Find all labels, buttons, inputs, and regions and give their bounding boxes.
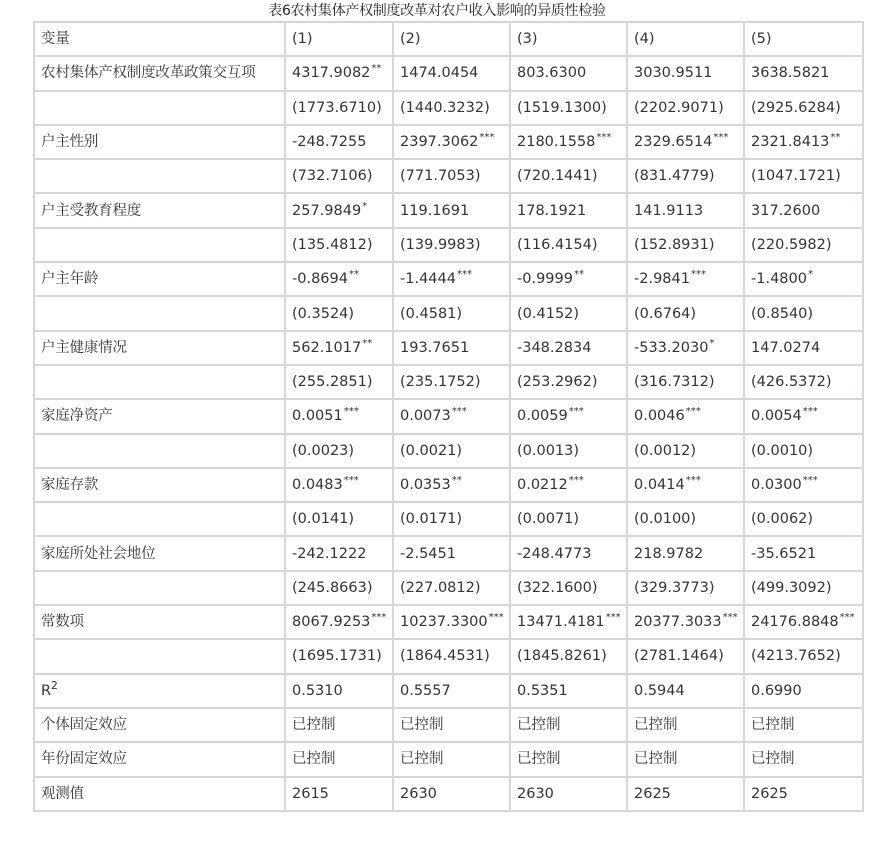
coefficient-cell [285, 331, 393, 365]
coefficient-cell [744, 331, 863, 365]
coefficient-value: 0.0073 [400, 408, 451, 425]
standard-error-cell: (245.8663) [285, 571, 393, 605]
observations-value: 2630 [393, 777, 510, 811]
coefficient-cell [627, 536, 744, 570]
coefficient-value: 2321.8413 [751, 134, 830, 151]
header-col-4: (4) [627, 22, 744, 56]
coefficient-cell [285, 605, 393, 639]
table-caption: 表6农村集体产权制度改革对农户收入影响的异质性检验 [268, 3, 606, 19]
significance-stars: *** [568, 406, 584, 418]
header-col-5: (5) [744, 22, 863, 56]
coefficient-cell [393, 125, 510, 159]
significance-stars: *** [371, 612, 387, 624]
standard-error-cell: (0.0010) [744, 434, 863, 468]
significance-stars: *** [343, 475, 359, 486]
standard-error-cell: (322.1600) [510, 571, 627, 605]
standard-error-cell: (253.2962) [510, 365, 627, 399]
standard-error-row [34, 571, 863, 605]
coefficient-row [34, 331, 863, 365]
significance-stars: ** [348, 269, 359, 281]
standard-error-cell: (426.5372) [744, 365, 863, 399]
coefficient-row [34, 56, 863, 90]
coefficient-value: -1.4444 [400, 271, 456, 288]
coefficient-value: 178.1921 [517, 202, 587, 219]
coefficient-value: 0.0414 [634, 477, 685, 493]
significance-stars: *** [343, 406, 359, 418]
significance-stars: *** [456, 269, 472, 281]
coefficient-cell [510, 399, 627, 433]
standard-error-cell: (2781.1464) [627, 639, 744, 673]
variable-name: 户主年龄 [34, 262, 285, 296]
coefficient-cell [285, 468, 393, 502]
standard-error-cell: (0.4581) [393, 296, 510, 330]
significance-stars: *** [802, 475, 818, 486]
coefficient-cell [627, 125, 744, 159]
coefficient-value: -348.2834 [517, 339, 592, 356]
coefficient-value: 0.0046 [634, 408, 685, 425]
coefficient-cell [285, 56, 393, 90]
coefficient-cell [510, 468, 627, 502]
variable-name: 家庭所处社会地位 [34, 536, 285, 570]
coefficient-cell [393, 399, 510, 433]
observations-value: 2615 [285, 777, 393, 811]
coefficient-cell [393, 262, 510, 296]
standard-error-cell: (316.7312) [627, 365, 744, 399]
significance-stars: * [709, 337, 715, 349]
coefficient-cell [744, 399, 863, 433]
coefficient-row [34, 262, 863, 296]
coefficient-value: 0.0059 [517, 408, 568, 425]
r-squared-value: 0.6990 [744, 674, 863, 708]
header-col-1: (1) [285, 22, 393, 56]
coefficient-value: 317.2600 [751, 202, 821, 219]
individual-fe-row [34, 708, 863, 742]
individual-fe-value: 已控制 [627, 708, 744, 742]
coefficient-cell [285, 536, 393, 570]
standard-error-cell: (4213.7652) [744, 639, 863, 673]
standard-error-cell: (0.0023) [285, 434, 393, 468]
standard-error-cell: (1695.1731) [285, 639, 393, 673]
coefficient-cell [627, 468, 744, 502]
significance-stars: ** [371, 63, 382, 75]
coefficient-value: 1474.0454 [400, 65, 479, 82]
coefficient-cell [627, 399, 744, 433]
standard-error-cell: (116.4154) [510, 228, 627, 262]
r-squared-label: $R^2$ [34, 674, 285, 708]
individual-fe-value: 已控制 [510, 708, 627, 742]
empty-label-cell [34, 159, 285, 193]
empty-label-cell [34, 296, 285, 330]
observations-row [34, 777, 863, 811]
standard-error-cell: (0.0062) [744, 502, 863, 536]
significance-stars: *** [685, 406, 701, 418]
observations-value: 2625 [744, 777, 863, 811]
individual-fe-value: 已控制 [285, 708, 393, 742]
standard-error-cell: (135.4812) [285, 228, 393, 262]
significance-stars: ** [573, 269, 584, 281]
coefficient-cell [510, 536, 627, 570]
significance-stars: *** [722, 612, 738, 624]
standard-error-cell: (0.0141) [285, 502, 393, 536]
standard-error-row [34, 434, 863, 468]
standard-error-cell: (1845.8261) [510, 639, 627, 673]
significance-stars: ** [451, 475, 462, 486]
coefficient-value: 2329.6514 [634, 134, 713, 151]
individual-fe-label: 个体固定效应 [34, 708, 285, 742]
significance-stars: *** [568, 475, 584, 486]
coefficient-cell [627, 262, 744, 296]
standard-error-cell: (1519.1300) [510, 91, 627, 125]
significance-stars: *** [690, 269, 706, 281]
coefficient-row [34, 468, 863, 502]
significance-stars: *** [713, 132, 729, 144]
coefficient-value: -533.2030 [634, 339, 709, 356]
coefficient-cell [285, 399, 393, 433]
significance-stars: * [807, 269, 813, 281]
r-squared-value: 0.5310 [285, 674, 393, 708]
year-fe-value: 已控制 [393, 742, 510, 776]
coefficient-value: -2.5451 [400, 545, 456, 562]
coefficient-value: 257.9849 [292, 202, 362, 219]
header-variable: 变量 [34, 22, 285, 56]
coefficient-cell [627, 56, 744, 90]
standard-error-row [34, 91, 863, 125]
standard-error-row [34, 502, 863, 536]
coefficient-cell [627, 605, 744, 639]
header-col-3: (3) [510, 22, 627, 56]
standard-error-cell: (1440.3232) [393, 91, 510, 125]
coefficient-cell [285, 262, 393, 296]
significance-stars: *** [685, 475, 701, 486]
coefficient-cell [393, 468, 510, 502]
coefficient-cell [627, 331, 744, 365]
variable-name: 常数项 [34, 605, 285, 639]
significance-stars: *** [479, 132, 495, 144]
variable-name: 家庭存款 [34, 468, 285, 502]
standard-error-cell: (0.0021) [393, 434, 510, 468]
empty-label-cell [34, 365, 285, 399]
coefficient-value: 119.1691 [400, 202, 470, 219]
standard-error-cell: (139.9983) [393, 228, 510, 262]
significance-stars: *** [596, 132, 612, 144]
coefficient-value: -242.1222 [292, 545, 367, 562]
coefficient-value: -2.9841 [634, 271, 690, 288]
standard-error-row [34, 365, 863, 399]
coefficient-row [34, 605, 863, 639]
standard-error-cell: (0.0171) [393, 502, 510, 536]
coefficient-cell [285, 125, 393, 159]
coefficient-value: 2180.1558 [517, 134, 596, 151]
coefficient-cell [744, 193, 863, 227]
observations-value: 2630 [510, 777, 627, 811]
standard-error-cell: (0.0071) [510, 502, 627, 536]
coefficient-cell [510, 262, 627, 296]
coefficient-value: -35.6521 [751, 545, 817, 562]
coefficient-value: 3030.9511 [634, 65, 713, 82]
coefficient-cell [510, 193, 627, 227]
significance-stars: *** [839, 612, 855, 624]
variable-name: 户主受教育程度 [34, 193, 285, 227]
standard-error-cell: (2202.9071) [627, 91, 744, 125]
coefficient-value: 0.0051 [292, 408, 343, 425]
significance-stars: ** [362, 337, 373, 349]
coefficient-value: 0.0483 [292, 477, 343, 493]
coefficient-value: 0.0353 [400, 477, 451, 493]
r-squared-value: 0.5557 [393, 674, 510, 708]
standard-error-cell: (220.5982) [744, 228, 863, 262]
coefficient-value: 147.0274 [751, 339, 821, 356]
standard-error-cell: (152.8931) [627, 228, 744, 262]
significance-stars: *** [802, 406, 818, 418]
coefficient-value: -0.9999 [517, 271, 573, 288]
standard-error-cell: (255.2851) [285, 365, 393, 399]
standard-error-cell: (0.8540) [744, 296, 863, 330]
r-squared-value: 0.5351 [510, 674, 627, 708]
individual-fe-value: 已控制 [393, 708, 510, 742]
standard-error-row [34, 228, 863, 262]
coefficient-value: 0.0212 [517, 477, 568, 493]
coefficient-cell [393, 536, 510, 570]
r-squared-row [34, 674, 863, 708]
coefficient-cell [744, 468, 863, 502]
standard-error-row [34, 296, 863, 330]
coefficient-value: 218.9782 [634, 545, 704, 562]
empty-label-cell [34, 434, 285, 468]
coefficient-value: 193.7651 [400, 339, 470, 356]
observations-value: 2625 [627, 777, 744, 811]
coefficient-value: -0.8694 [292, 271, 348, 288]
header-row [34, 22, 863, 56]
standard-error-cell: (235.1752) [393, 365, 510, 399]
coefficient-value: 13471.4181 [517, 614, 605, 631]
coefficient-cell [510, 125, 627, 159]
standard-error-cell: (1047.1721) [744, 159, 863, 193]
significance-stars: *** [488, 612, 504, 624]
coefficient-cell [393, 605, 510, 639]
standard-error-cell: (1864.4531) [393, 639, 510, 673]
year-fe-value: 已控制 [510, 742, 627, 776]
coefficient-row [34, 193, 863, 227]
coefficient-row [34, 536, 863, 570]
coefficient-rows [34, 56, 863, 673]
header-col-2: (2) [393, 22, 510, 56]
standard-error-cell: (227.0812) [393, 571, 510, 605]
coefficient-value: 4317.9082 [292, 65, 371, 82]
standard-error-cell: (0.0013) [510, 434, 627, 468]
empty-label-cell [34, 502, 285, 536]
coefficient-cell [510, 605, 627, 639]
coefficient-value: 10237.3300 [400, 614, 488, 631]
coefficient-value: -248.4773 [517, 545, 592, 562]
significance-stars: ** [830, 132, 841, 144]
coefficient-row [34, 125, 863, 159]
empty-label-cell [34, 639, 285, 673]
coefficient-cell [744, 536, 863, 570]
coefficient-cell [393, 193, 510, 227]
standard-error-cell: (831.4779) [627, 159, 744, 193]
coefficient-cell [744, 605, 863, 639]
year-fe-value: 已控制 [744, 742, 863, 776]
coefficient-value: 803.6300 [517, 65, 587, 82]
year-fe-row [34, 742, 863, 776]
coefficient-cell [744, 262, 863, 296]
standard-error-cell: (720.1441) [510, 159, 627, 193]
standard-error-cell: (0.0012) [627, 434, 744, 468]
significance-stars: *** [605, 612, 621, 624]
coefficient-value: 3638.5821 [751, 65, 830, 82]
coefficient-value: -248.7255 [292, 134, 367, 151]
coefficient-cell [510, 56, 627, 90]
coefficient-value: -1.4800 [751, 271, 807, 288]
coefficient-value: 562.1017 [292, 339, 362, 356]
empty-label-cell [34, 571, 285, 605]
variable-name: 农村集体产权制度改革政策交互项 [34, 56, 285, 90]
individual-fe-value: 已控制 [744, 708, 863, 742]
coefficient-value: 0.0054 [751, 408, 802, 425]
coefficient-cell [510, 331, 627, 365]
standard-error-cell: (0.0100) [627, 502, 744, 536]
standard-error-cell: (0.4152) [510, 296, 627, 330]
standard-error-cell: (499.3092) [744, 571, 863, 605]
observations-label: 观测值 [34, 777, 285, 811]
year-fe-value: 已控制 [627, 742, 744, 776]
coefficient-cell [744, 125, 863, 159]
standard-error-row [34, 159, 863, 193]
year-fe-label: 年份固定效应 [34, 742, 285, 776]
coefficient-row [34, 399, 863, 433]
coefficient-value: 141.9113 [634, 202, 704, 219]
r-squared-value: 0.5944 [627, 674, 744, 708]
coefficient-value: 20377.3033 [634, 614, 722, 631]
standard-error-cell: (732.7106) [285, 159, 393, 193]
empty-label-cell [34, 228, 285, 262]
coefficient-cell [393, 56, 510, 90]
standard-error-cell: (329.3773) [627, 571, 744, 605]
variable-name: 家庭净资产 [34, 399, 285, 433]
standard-error-row [34, 639, 863, 673]
variable-name: 户主健康情况 [34, 331, 285, 365]
coefficient-cell [393, 331, 510, 365]
empty-label-cell [34, 91, 285, 125]
coefficient-value: 0.0300 [751, 477, 802, 493]
coefficient-cell [627, 193, 744, 227]
coefficient-cell [285, 193, 393, 227]
standard-error-cell: (0.3524) [285, 296, 393, 330]
coefficient-cell [744, 56, 863, 90]
standard-error-cell: (771.7053) [393, 159, 510, 193]
standard-error-cell: (2925.6284) [744, 91, 863, 125]
coefficient-value: 8067.9253 [292, 614, 371, 631]
standard-error-cell: (0.6764) [627, 296, 744, 330]
standard-error-cell: (1773.6710) [285, 91, 393, 125]
regression-table [33, 21, 864, 812]
variable-name: 户主性别 [34, 125, 285, 159]
coefficient-value: 2397.3062 [400, 134, 479, 151]
year-fe-value: 已控制 [285, 742, 393, 776]
coefficient-value: 24176.8848 [751, 614, 839, 631]
significance-stars: * [362, 200, 368, 212]
significance-stars: *** [451, 406, 467, 418]
